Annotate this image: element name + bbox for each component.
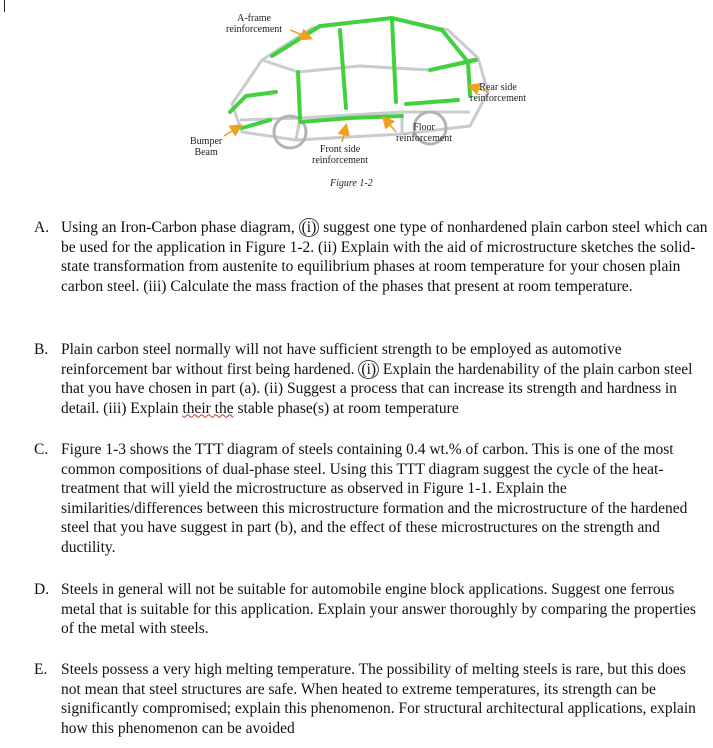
- question-text: Using an Iron-Carbon phase diagram, (i) suggest one type of nonhardened plain carbon steel which can be used for the application in Figure 1-2. (ii) Explain with the aid of microstructure sketches the solid-state transformation from austenite to equilibrium phases at room temperature for your chosen plain carbon steel. (iii) Calculate the mass fraction of the phases that present at room temperature.: [61, 219, 708, 295]
- question-text: Steels in general will not be suitable for automobile engine block applications. Suggest one ferrous metal that is suitable for this application. Explain your answer thoroughly by comparing the properties of the metal with steels.: [61, 581, 696, 637]
- figure-1-2: [0, 0, 713, 200]
- callout-floor: Floor reinforcement: [396, 122, 453, 144]
- question-text: Figure 1-3 shows the TTT diagram of steels containing 0.4 wt.% of carbon. This is one of the most common compositions of dual-phase steel. Using this TTT diagram suggest the cycle of the heat-treatment that will yield the microstructure as observed in Figure 1-1. Explain the similarities/differences between this microstructure formation and the microstructure of the hardened steel that you have suggest in part (b), and the effect of these microstructures on the strength and ductility.: [61, 441, 688, 556]
- question-letter: A.: [34, 219, 50, 236]
- question-letter: D.: [34, 581, 50, 598]
- question-text: Plain carbon steel normally will not have sufficient strength to be employed as automotive reinforcement bar without first being hardened. (i) Explain the hardenability of the plain carbon steel that you have chosen in part (a). (ii) Suggest a process that can increase its strength and hardness in detail. (iii) Explain their the stable phase(s) at room temperature: [61, 341, 693, 417]
- callout-rear-side: Rear side reinforcement: [470, 82, 527, 104]
- part-marker: (i): [299, 218, 320, 237]
- callout-a-frame: A-frame reinforcement: [226, 13, 283, 35]
- part-marker: (i): [358, 360, 379, 379]
- spellcheck-underline-text: their the: [182, 399, 234, 417]
- question-letter: B.: [34, 341, 49, 358]
- question-letter: E.: [34, 661, 48, 678]
- question-text: Steels possess a very high melting temperature. The possibility of melting steels is rare, but this does not mean that steel structures are safe. When heated to extreme temperatures, its strength can be significantly compromised; explain this phenomenon. For structural architectural applications, explain how this phenomenon can be avoided: [61, 661, 696, 737]
- figure-caption: Figure 1-2: [330, 178, 373, 189]
- car-body-illustration: [0, 0, 713, 200]
- callout-front-side: Front side reinforcement: [312, 144, 369, 166]
- question-letter: C.: [34, 441, 49, 458]
- callout-bumper: Bumper Beam: [190, 136, 223, 158]
